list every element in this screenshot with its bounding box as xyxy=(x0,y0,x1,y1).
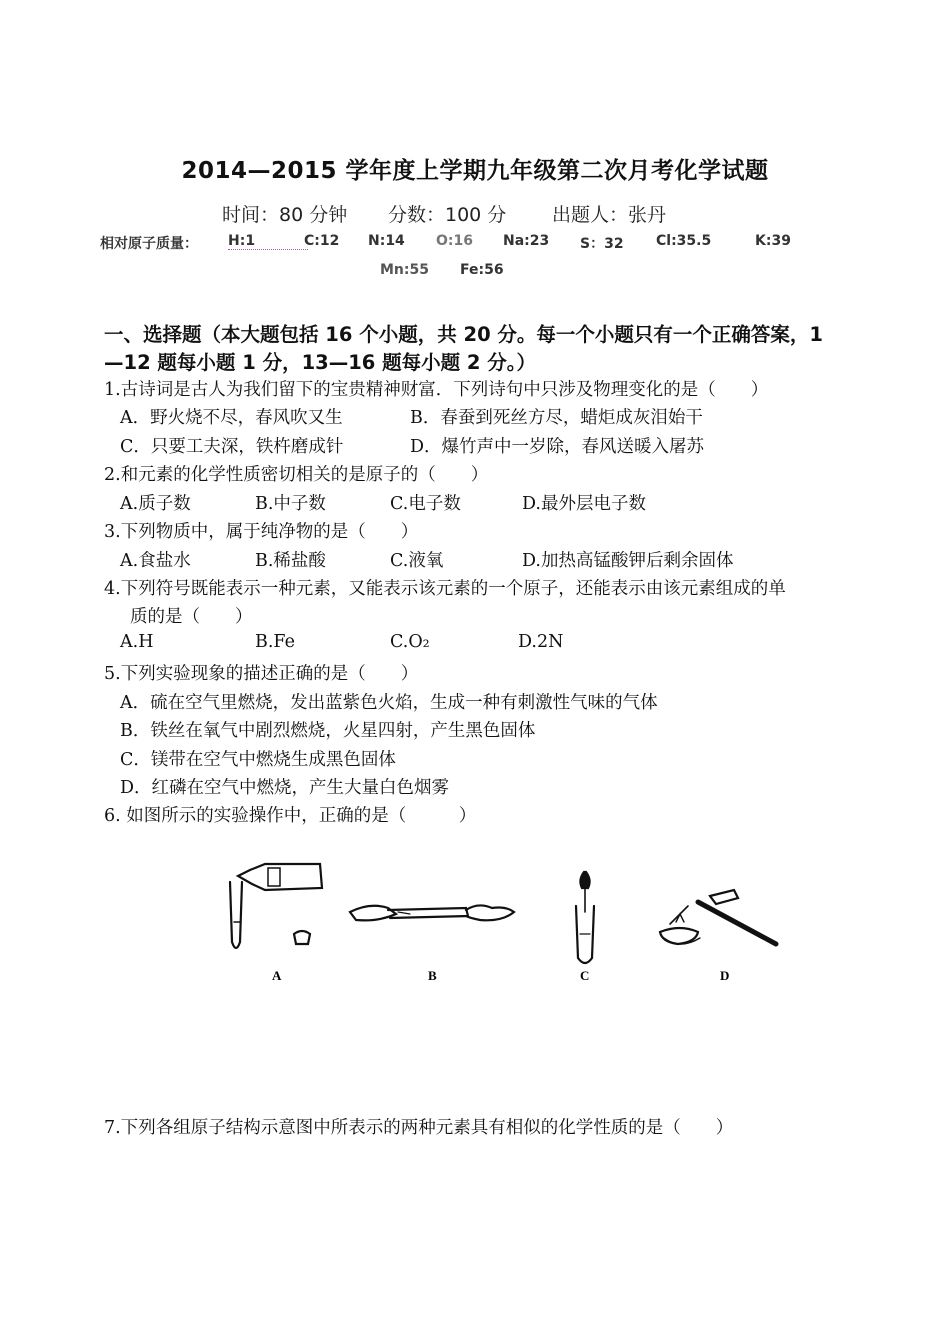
question-2-option-a: A.质子数 xyxy=(120,494,191,514)
figure-label-a: A xyxy=(272,968,282,983)
question-1-option-a: A．野火烧不尽，春风吹又生 xyxy=(120,408,343,428)
exam-time: 时间：80 分钟 xyxy=(222,204,348,226)
question-4-option-c: C.O₂ xyxy=(390,632,430,652)
atomic-mass-mn: Mn:55 xyxy=(380,262,429,278)
figure-b-hand-tube xyxy=(350,905,514,920)
question-5-option-a: A．硫在空气里燃烧，发出蓝紫色火焰，生成一种有刺激性气味的气体 xyxy=(120,693,658,713)
question-3-option-d: D.加热高锰酸钾后剩余固体 xyxy=(522,551,734,571)
question-7-stem: 7.下列各组原子结构示意图中所表示的两种元素具有相似的化学性质的是（ ） xyxy=(104,1118,734,1138)
question-4-option-a: A.H xyxy=(120,632,154,652)
question-5-option-d: D．红磷在空气中燃烧，产生大量白色烟雾 xyxy=(120,778,450,798)
question-2-option-b: B.中子数 xyxy=(255,494,326,514)
exam-title: 2014—2015 学年度上学期九年级第二次月考化学试题 xyxy=(181,158,769,184)
figure-c-dropper xyxy=(576,872,594,963)
question-4-option-d: D.2N xyxy=(518,632,564,652)
question-3-option-c: C.液氧 xyxy=(390,551,444,571)
atomic-mass-label: 相对原子质量： xyxy=(100,236,198,252)
question-3-option-a: A.食盐水 xyxy=(120,551,191,571)
figure-a-pouring-liquid xyxy=(230,864,322,948)
question-1-option-d: D．爆竹声中一岁除，春风送暖入屠苏 xyxy=(410,437,705,457)
question-3-option-b: B.稀盐酸 xyxy=(255,551,326,571)
question-2-option-c: C.电子数 xyxy=(390,494,461,514)
figure-label-b: B xyxy=(428,968,437,983)
question-6-stem: 6. 如图所示的实验操作中，正确的是（ ） xyxy=(104,806,477,826)
atomic-mass-h: H:1 xyxy=(228,233,308,250)
exam-author: 出题人：张丹 xyxy=(552,204,667,226)
exam-score: 分数：100 分 xyxy=(388,204,507,226)
atomic-mass-o: O:16 xyxy=(436,233,473,249)
figure-label-c: C xyxy=(580,968,590,983)
question-4-option-b: B.Fe xyxy=(255,632,295,652)
question-4-stem-line1: 4.下列符号既能表示一种元素，又能表示该元素的一个原子，还能表示由该元素组成的单 xyxy=(104,579,786,599)
question-5-option-b: B．铁丝在氧气中剧烈燃烧，火星四射，产生黑色固体 xyxy=(120,721,536,741)
question-1-option-b: B．春蚕到死丝方尽，蜡炬成灰泪始干 xyxy=(410,408,703,428)
question-1-stem: 1.古诗词是古人为我们留下的宝贵精神财富．下列诗句中只涉及物理变化的是（ ） xyxy=(104,380,769,400)
atomic-mass-k: K:39 xyxy=(755,233,791,249)
lab-operations-figure xyxy=(210,862,790,992)
question-2-stem: 2.和元素的化学性质密切相关的是原子的（ ） xyxy=(104,465,489,485)
atomic-mass-s: S：32 xyxy=(580,236,624,252)
question-1-option-c: C．只要工夫深，铁杵磨成针 xyxy=(120,437,344,457)
atomic-mass-c: C:12 xyxy=(304,233,340,249)
question-4-stem-line2: 质的是（ ） xyxy=(130,607,253,627)
figure-d-heating xyxy=(660,890,776,944)
question-3-stem: 3.下列物质中，属于纯净物的是（ ） xyxy=(104,522,419,542)
atomic-mass-cl: Cl:35.5 xyxy=(656,233,712,249)
question-5-stem: 5.下列实验现象的描述正确的是（ ） xyxy=(104,664,419,684)
question-5-option-c: C．镁带在空气中燃烧生成黑色固体 xyxy=(120,750,396,770)
question-2-option-d: D.最外层电子数 xyxy=(522,494,646,514)
section-heading-line1: 一、选择题（本大题包括 16 个小题，共 20 分。每一个小题只有一个正确答案，1 xyxy=(104,323,823,346)
atomic-mass-n: N:14 xyxy=(368,233,405,249)
atomic-mass-na: Na:23 xyxy=(503,233,550,249)
figure-label-d: D xyxy=(720,968,730,983)
section-heading-line2: —12 题每小题 1 分，13—16 题每小题 2 分。） xyxy=(104,351,537,374)
atomic-mass-fe: Fe:56 xyxy=(460,262,504,278)
